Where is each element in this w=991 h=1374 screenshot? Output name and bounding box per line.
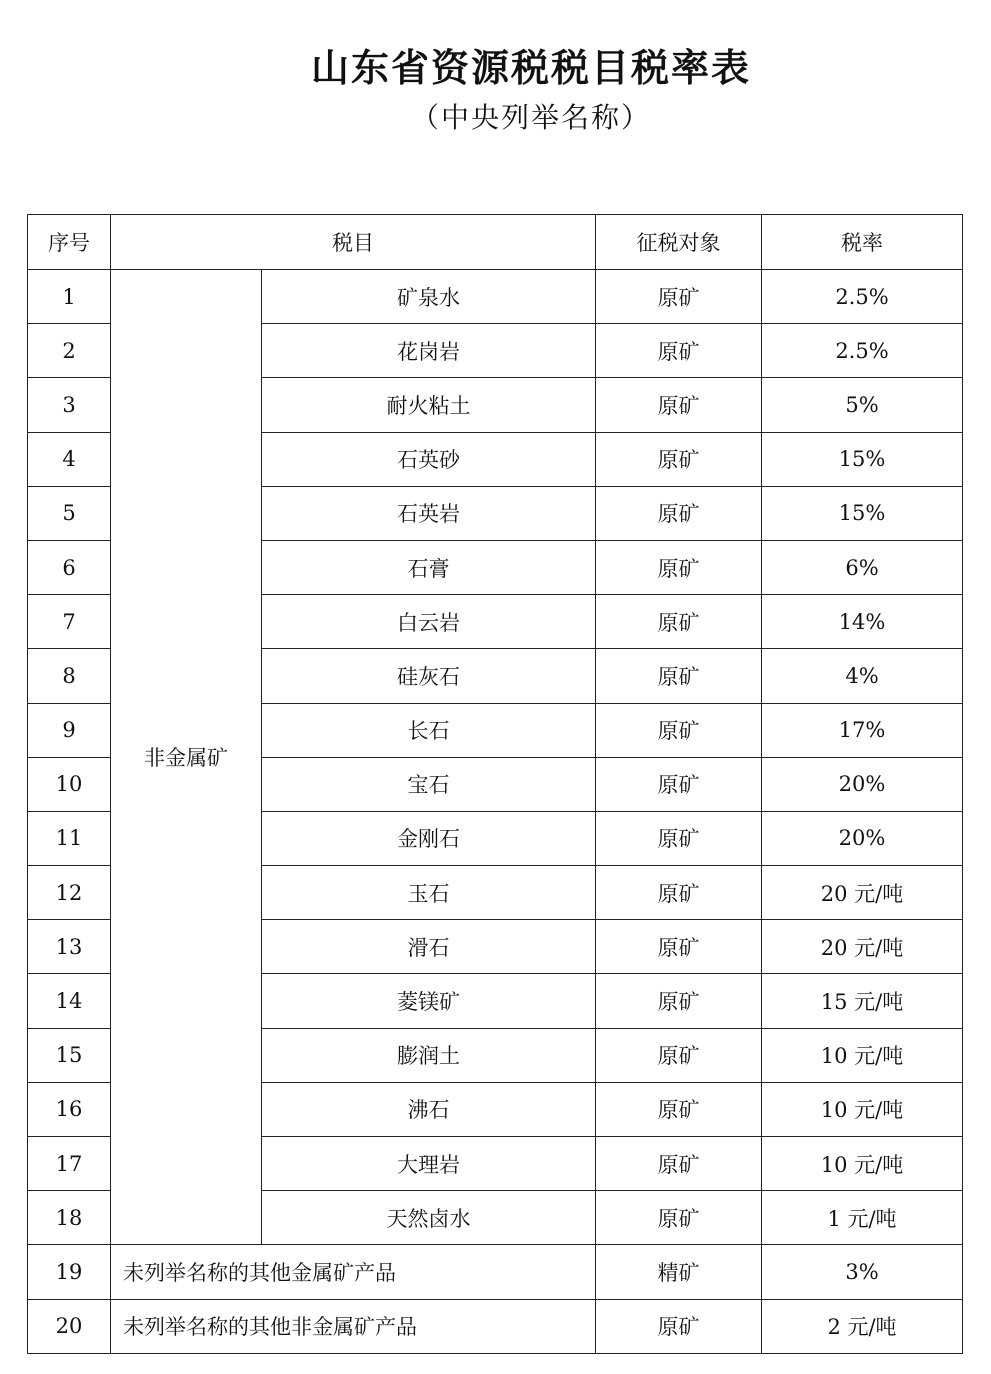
row-index: 15	[28, 1028, 111, 1082]
row-item: 花岗岩	[262, 324, 596, 378]
row-rate: 20 元/吨	[762, 920, 963, 974]
row-rate: 10 元/吨	[762, 1137, 963, 1191]
row-item: 白云岩	[262, 595, 596, 649]
row-item: 菱镁矿	[262, 974, 596, 1028]
row-rate: 20 元/吨	[762, 866, 963, 920]
row-index: 7	[28, 595, 111, 649]
row-rate: 10 元/吨	[762, 1082, 963, 1136]
tax-rate-table	[27, 214, 963, 1354]
row-index: 3	[28, 378, 111, 432]
row-index: 11	[28, 811, 111, 865]
row-object: 原矿	[596, 1028, 762, 1082]
row-index: 12	[28, 866, 111, 920]
row-item: 石英岩	[262, 486, 596, 540]
row-item: 膨润土	[262, 1028, 596, 1082]
row-index: 14	[28, 974, 111, 1028]
row-object: 原矿	[596, 432, 762, 486]
row-index: 13	[28, 920, 111, 974]
row-rate: 17%	[762, 703, 963, 757]
header-item: 税目	[111, 215, 596, 270]
row-rate: 15 元/吨	[762, 974, 963, 1028]
row-item: 金刚石	[262, 811, 596, 865]
row-rate: 14%	[762, 595, 963, 649]
row-item: 长石	[262, 703, 596, 757]
category-cell: 非金属矿	[111, 270, 262, 1245]
row-rate: 20%	[762, 757, 963, 811]
row-rate: 2.5%	[762, 324, 963, 378]
row-object: 原矿	[596, 1191, 762, 1245]
page-subtitle: （中央列举名称）	[410, 101, 651, 134]
page-title: 山东省资源税税目税率表	[310, 46, 751, 90]
row-object: 原矿	[596, 703, 762, 757]
row-rate: 1 元/吨	[762, 1191, 963, 1245]
row-object: 原矿	[596, 1137, 762, 1191]
row-index: 20	[28, 1299, 111, 1353]
table-body	[28, 270, 963, 1354]
row-index: 4	[28, 432, 111, 486]
row-rate: 2 元/吨	[762, 1299, 963, 1353]
row-index: 8	[28, 649, 111, 703]
row-object: 原矿	[596, 1299, 762, 1353]
header-index: 序号	[28, 215, 111, 270]
row-index: 1	[28, 270, 111, 324]
row-item: 未列举名称的其他金属矿产品	[111, 1245, 596, 1299]
row-rate: 15%	[762, 432, 963, 486]
row-item: 玉石	[262, 866, 596, 920]
row-item: 未列举名称的其他非金属矿产品	[111, 1299, 596, 1353]
row-item: 天然卤水	[262, 1191, 596, 1245]
row-rate: 15%	[762, 486, 963, 540]
row-item: 耐火粘土	[262, 378, 596, 432]
row-object: 原矿	[596, 486, 762, 540]
row-object: 原矿	[596, 1082, 762, 1136]
row-rate: 20%	[762, 811, 963, 865]
row-index: 18	[28, 1191, 111, 1245]
row-object: 原矿	[596, 595, 762, 649]
row-object: 原矿	[596, 540, 762, 594]
row-index: 16	[28, 1082, 111, 1136]
row-item: 石英砂	[262, 432, 596, 486]
row-object: 原矿	[596, 649, 762, 703]
header-object: 征税对象	[596, 215, 762, 270]
table-row	[28, 270, 963, 324]
row-item: 沸石	[262, 1082, 596, 1136]
row-rate: 2.5%	[762, 270, 963, 324]
row-item: 大理岩	[262, 1137, 596, 1191]
row-rate: 3%	[762, 1245, 963, 1299]
row-object: 原矿	[596, 811, 762, 865]
row-rate: 10 元/吨	[762, 1028, 963, 1082]
row-index: 9	[28, 703, 111, 757]
row-index: 19	[28, 1245, 111, 1299]
row-object: 原矿	[596, 378, 762, 432]
row-object: 原矿	[596, 270, 762, 324]
table-header-row	[28, 215, 963, 270]
row-rate: 6%	[762, 540, 963, 594]
row-object: 原矿	[596, 324, 762, 378]
row-object: 原矿	[596, 757, 762, 811]
row-object: 原矿	[596, 920, 762, 974]
row-item: 硅灰石	[262, 649, 596, 703]
row-item: 宝石	[262, 757, 596, 811]
row-index: 6	[28, 540, 111, 594]
header-rate: 税率	[762, 215, 963, 270]
row-rate: 4%	[762, 649, 963, 703]
table-row	[28, 1299, 963, 1353]
table-row	[28, 1245, 963, 1299]
row-object: 原矿	[596, 866, 762, 920]
row-item: 石膏	[262, 540, 596, 594]
row-index: 2	[28, 324, 111, 378]
row-index: 17	[28, 1137, 111, 1191]
row-item: 矿泉水	[262, 270, 596, 324]
row-object: 精矿	[596, 1245, 762, 1299]
row-object: 原矿	[596, 974, 762, 1028]
row-item: 滑石	[262, 920, 596, 974]
row-rate: 5%	[762, 378, 963, 432]
row-index: 5	[28, 486, 111, 540]
row-index: 10	[28, 757, 111, 811]
